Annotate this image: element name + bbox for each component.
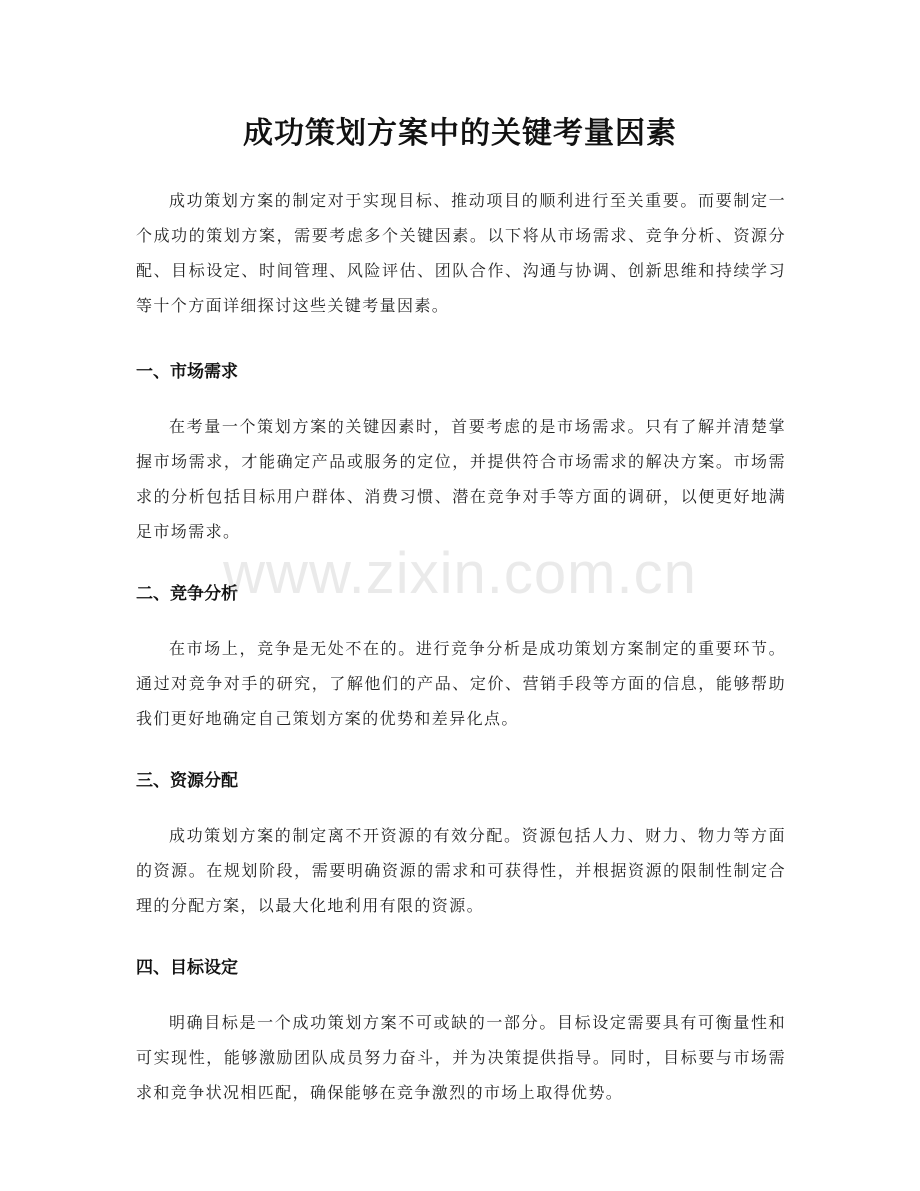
- section-heading-competition-analysis: 二、竞争分析: [136, 584, 238, 604]
- document-body: [136, 183, 786, 1140]
- page-title: 成功策划方案中的关键考量因素: [243, 116, 677, 151]
- watermark: www.zixin.com.cn: [223, 541, 697, 606]
- section-body-market-demand: 在考量一个策划方案的关键因素时，首要考虑的是市场需求。只有了解并清楚掌握市场需求，才能确定产品或服务的定位，并提供符合市场需求的解决方案。市场需求的分析包括目标用户群体、消费习惯、潜在竞争对手等方面的调研，以便更好地满足市场需求。: [136, 417, 786, 541]
- section-body-resource-allocation: 成功策划方案的制定离不开资源的有效分配。资源包括人力、财力、物力等方面的资源。在规划阶段，需要明确资源的需求和可获得性，并根据资源的限制性制定合理的分配方案，以最大化地利用有限的资源。: [136, 826, 786, 915]
- section-heading-resource-allocation: 三、资源分配: [136, 771, 238, 791]
- section-heading-goal-setting: 四、目标设定: [136, 958, 238, 978]
- section-body-goal-setting: 明确目标是一个成功策划方案不可或缺的一部分。目标设定需要具有可衡量性和可实现性，能够激励团队成员努力奋斗，并为决策提供指导。同时，目标要与市场需求和竞争状况相匹配，确保能够在竞争激烈的市场上取得优势。: [136, 1013, 786, 1102]
- intro-paragraph: 成功策划方案的制定对于实现目标、推动项目的顺利进行至关重要。而要制定一个成功的策划方案，需要考虑多个关键因素。以下将从市场需求、竞争分析、资源分配、目标设定、时间管理、风险评估、团队合作、沟通与协调、创新思维和持续学习等十个方面详细探讨这些关键考量因素。: [136, 191, 786, 315]
- section-heading-market-demand: 一、市场需求: [136, 362, 238, 382]
- section-body-competition-analysis: 在市场上，竞争是无处不在的。进行竞争分析是成功策划方案制定的重要环节。通过对竞争对手的研究，了解他们的产品、定价、营销手段等方面的信息，能够帮助我们更好地确定自己策划方案的优势和差异化点。: [136, 639, 786, 728]
